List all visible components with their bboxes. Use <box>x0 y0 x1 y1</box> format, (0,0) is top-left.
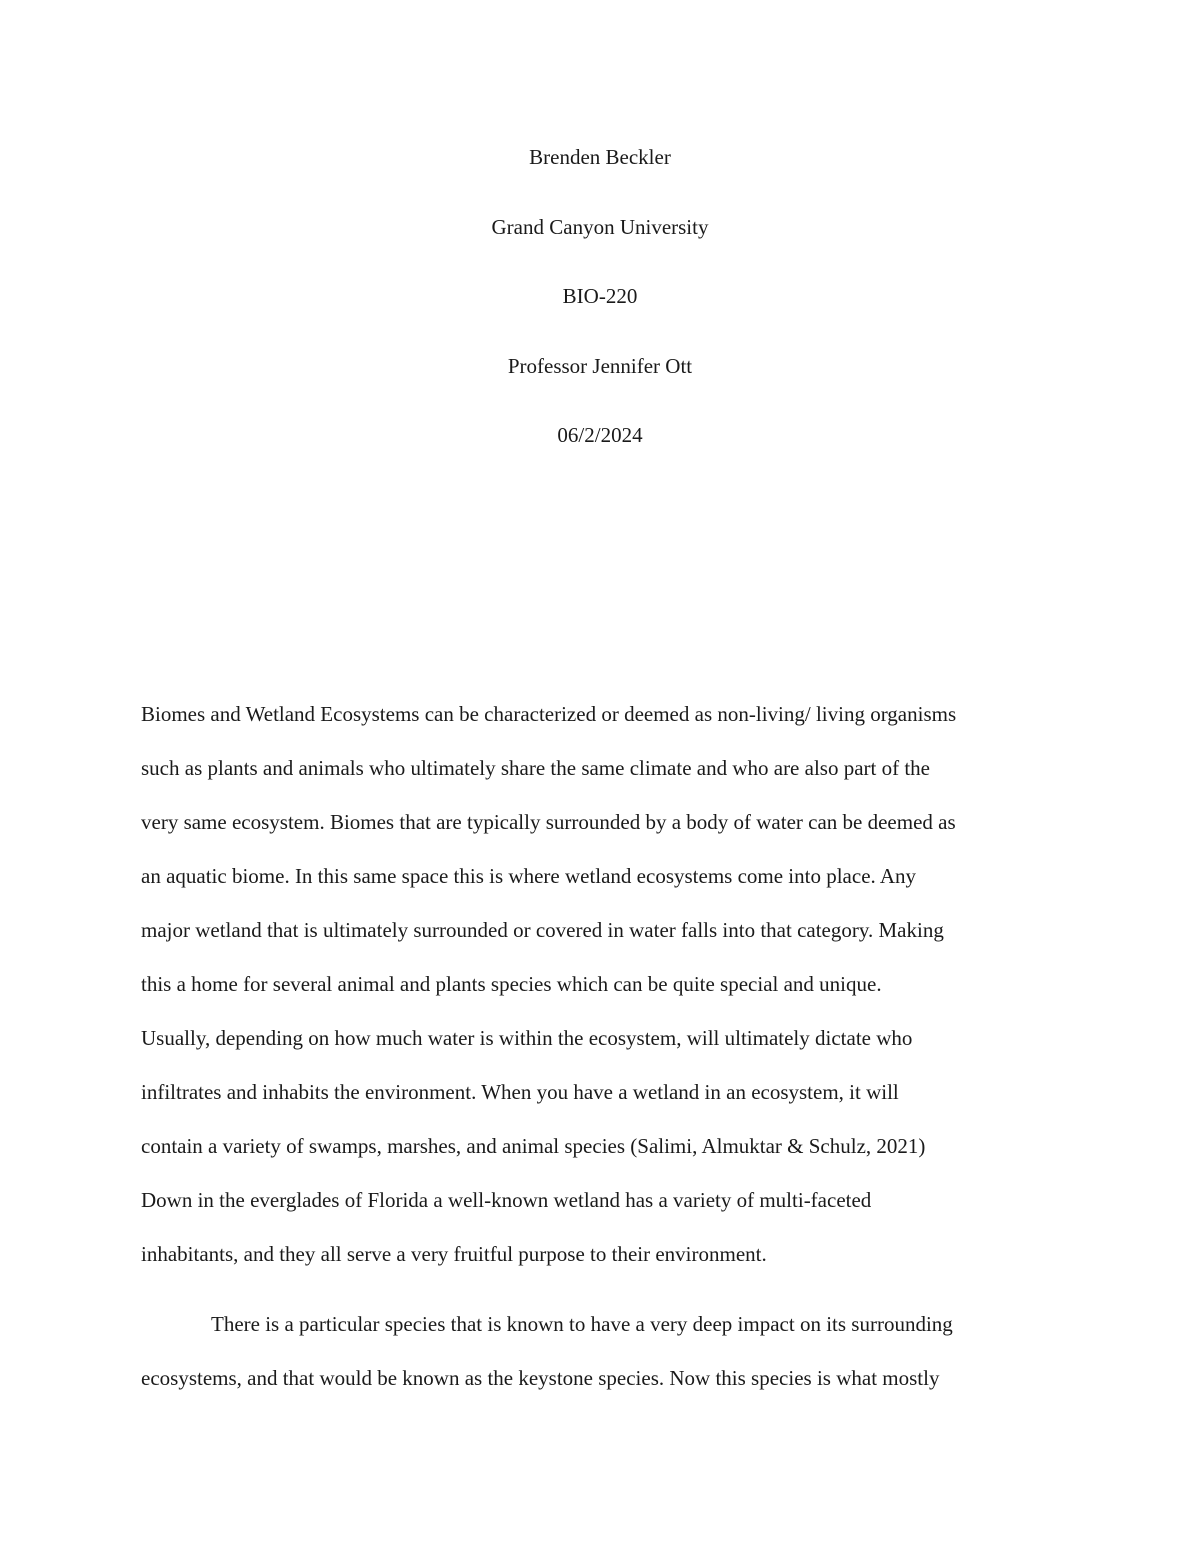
paragraph-1 <box>141 696 1061 1290</box>
text-line: infiltrates and inhabits the environment. When you have a wetland in an ecosystem, it will <box>141 1080 899 1104</box>
paragraph-2 <box>141 1306 1061 1414</box>
text-line: very same ecosystem. Biomes that are typically surrounded by a body of water can be deemed as <box>141 810 956 834</box>
text-line: There is a particular species that is known to have a very deep impact on its surrounding <box>211 1312 953 1336</box>
author-name: Brenden Beckler <box>529 145 671 169</box>
text-line: Biomes and Wetland Ecosystems can be characterized or deemed as non-living/ living organisms <box>141 702 957 726</box>
text-line: major wetland that is ultimately surrounded or covered in water falls into that category. Making <box>141 918 944 942</box>
body-text <box>141 696 1061 1414</box>
text-line: such as plants and animals who ultimately share the same climate and who are also part of the <box>141 756 931 780</box>
paragraph-spacer <box>141 1290 1061 1306</box>
text-line: contain a variety of swamps, marshes, and animal species (Salimi, Almuktar & Schulz, 2021) <box>141 1134 926 1158</box>
institution-name: Grand Canyon University <box>491 214 709 239</box>
text-line: Down in the everglades of Florida a well-known wetland has a variety of multi-faceted <box>141 1188 872 1212</box>
text-line: this a home for several animal and plants species which can be quite special and unique. <box>141 972 882 996</box>
course-code: BIO-220 <box>562 284 638 308</box>
title-page-block <box>0 140 1200 488</box>
text-line: Usually, depending on how much water is within the ecosystem, will ultimately dictate who <box>141 1026 913 1050</box>
text-line: inhabitants, and they all serve a very fruitful purpose to their environment. <box>141 1242 767 1266</box>
submission-date: 06/2/2024 <box>557 423 643 447</box>
text-line: ecosystems, and that would be known as the keystone species. Now this species is what mostly <box>141 1366 940 1390</box>
professor-name: Professor Jennifer Ott <box>507 353 693 378</box>
text-line: an aquatic biome. In this same space this is where wetland ecosystems come into place. Any <box>141 864 917 888</box>
